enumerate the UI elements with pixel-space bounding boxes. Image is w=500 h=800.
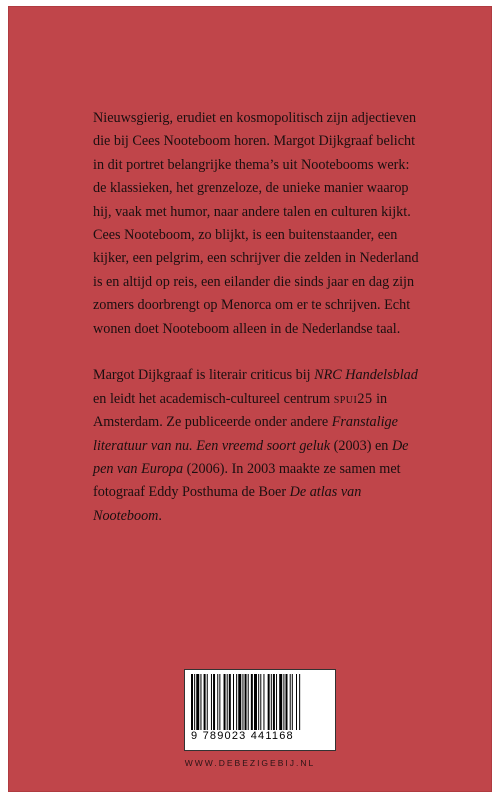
barcode-bar xyxy=(271,674,272,730)
barcode-bar xyxy=(290,674,291,730)
author-bio-paragraph xyxy=(93,364,423,528)
blurb-paragraph-1: Nieuwsgierig, erudiet en kosmopolitisch zijn adjectieven die bij Cees Nooteboom horen. Margot Dijkgraaf belicht in dit portret belangrijke thema’s uit Nootebooms werk: de klassieken, het grenzeloze, de unieke manier waarop hij, vaak met humor, naar andere talen en culturen kijkt. Cees Nooteboom, zo blijkt, is een buitenstaander, een kijker, een pelgrim, een schrijver die zelden in Nederland is en altijd op reis, een eilander die sinds jaar en dag zijn zomers doorbrengt op Menorca om er te schrijven. Echt wonen doet Nooteboom alleen in de Nederlandse taal. xyxy=(93,110,419,337)
isbn-number: 9 789023 441168 xyxy=(191,730,294,742)
barcode-bar xyxy=(219,674,220,730)
barcode-bar xyxy=(251,674,253,730)
barcode-bar xyxy=(196,674,199,730)
barcode-bar xyxy=(263,674,264,730)
barcode-bar xyxy=(248,674,249,730)
bio-text-5: (2006). In 2003 maakte ze samen met fotograaf Eddy Posthuma de Boer xyxy=(93,461,401,501)
barcode-bar xyxy=(238,674,241,730)
bio-text-3: in Amsterdam. Ze publiceerde onder andere xyxy=(93,390,388,431)
bio-text-4: (2003) en xyxy=(330,437,392,454)
bio-text-1: Margot Dijkgraaf is literair criticus bij xyxy=(93,367,315,384)
bio-text-2: en leidt het academisch-cultureel centrum xyxy=(93,390,334,407)
bio-book-title-2: De pen van Europa xyxy=(93,437,409,478)
barcode-bar xyxy=(227,674,228,730)
bio-book-title-1: Franstalige literatuur van nu. Een vreemd soort geluk xyxy=(93,414,398,454)
barcode-bar xyxy=(242,674,243,730)
blurb-text xyxy=(93,107,423,528)
barcode-bar xyxy=(273,674,275,730)
barcode-bar xyxy=(245,674,247,730)
barcode-bar xyxy=(194,674,195,730)
bio-centre-name: spui25 xyxy=(333,390,373,407)
barcode-bar xyxy=(258,674,259,730)
barcode-bar xyxy=(279,674,282,730)
barcode-bar xyxy=(211,674,212,730)
barcode-bar xyxy=(292,674,293,730)
barcode-bar xyxy=(283,674,284,730)
barcode-bar xyxy=(213,674,215,730)
barcode-bar xyxy=(229,674,231,730)
barcode-bar xyxy=(268,674,270,730)
barcode-bar xyxy=(236,674,237,730)
barcode-bar xyxy=(207,674,208,730)
barcode-bars xyxy=(191,674,331,730)
barcode-bar xyxy=(204,674,206,730)
bio-text-6: . xyxy=(158,507,162,524)
barcode-bar xyxy=(296,674,297,730)
barcode-bar xyxy=(233,674,234,730)
back-cover xyxy=(8,6,492,792)
isbn-barcode xyxy=(184,669,336,751)
barcode-bar xyxy=(254,674,257,730)
barcode-bar xyxy=(276,674,277,730)
barcode-bar xyxy=(224,674,226,730)
bio-book-title-3: De atlas van Nooteboom xyxy=(93,484,362,524)
barcode-bar xyxy=(217,674,218,730)
barcode-bar xyxy=(200,674,201,730)
barcode-bar xyxy=(191,674,193,730)
bio-title-newspaper: NRC Handelsblad xyxy=(314,367,418,384)
barcode-bar xyxy=(286,674,288,730)
barcode-bar xyxy=(299,674,300,730)
barcode-bar xyxy=(260,674,261,730)
publisher-website: WWW.DEBEZIGEBIJ.NL xyxy=(184,758,316,768)
